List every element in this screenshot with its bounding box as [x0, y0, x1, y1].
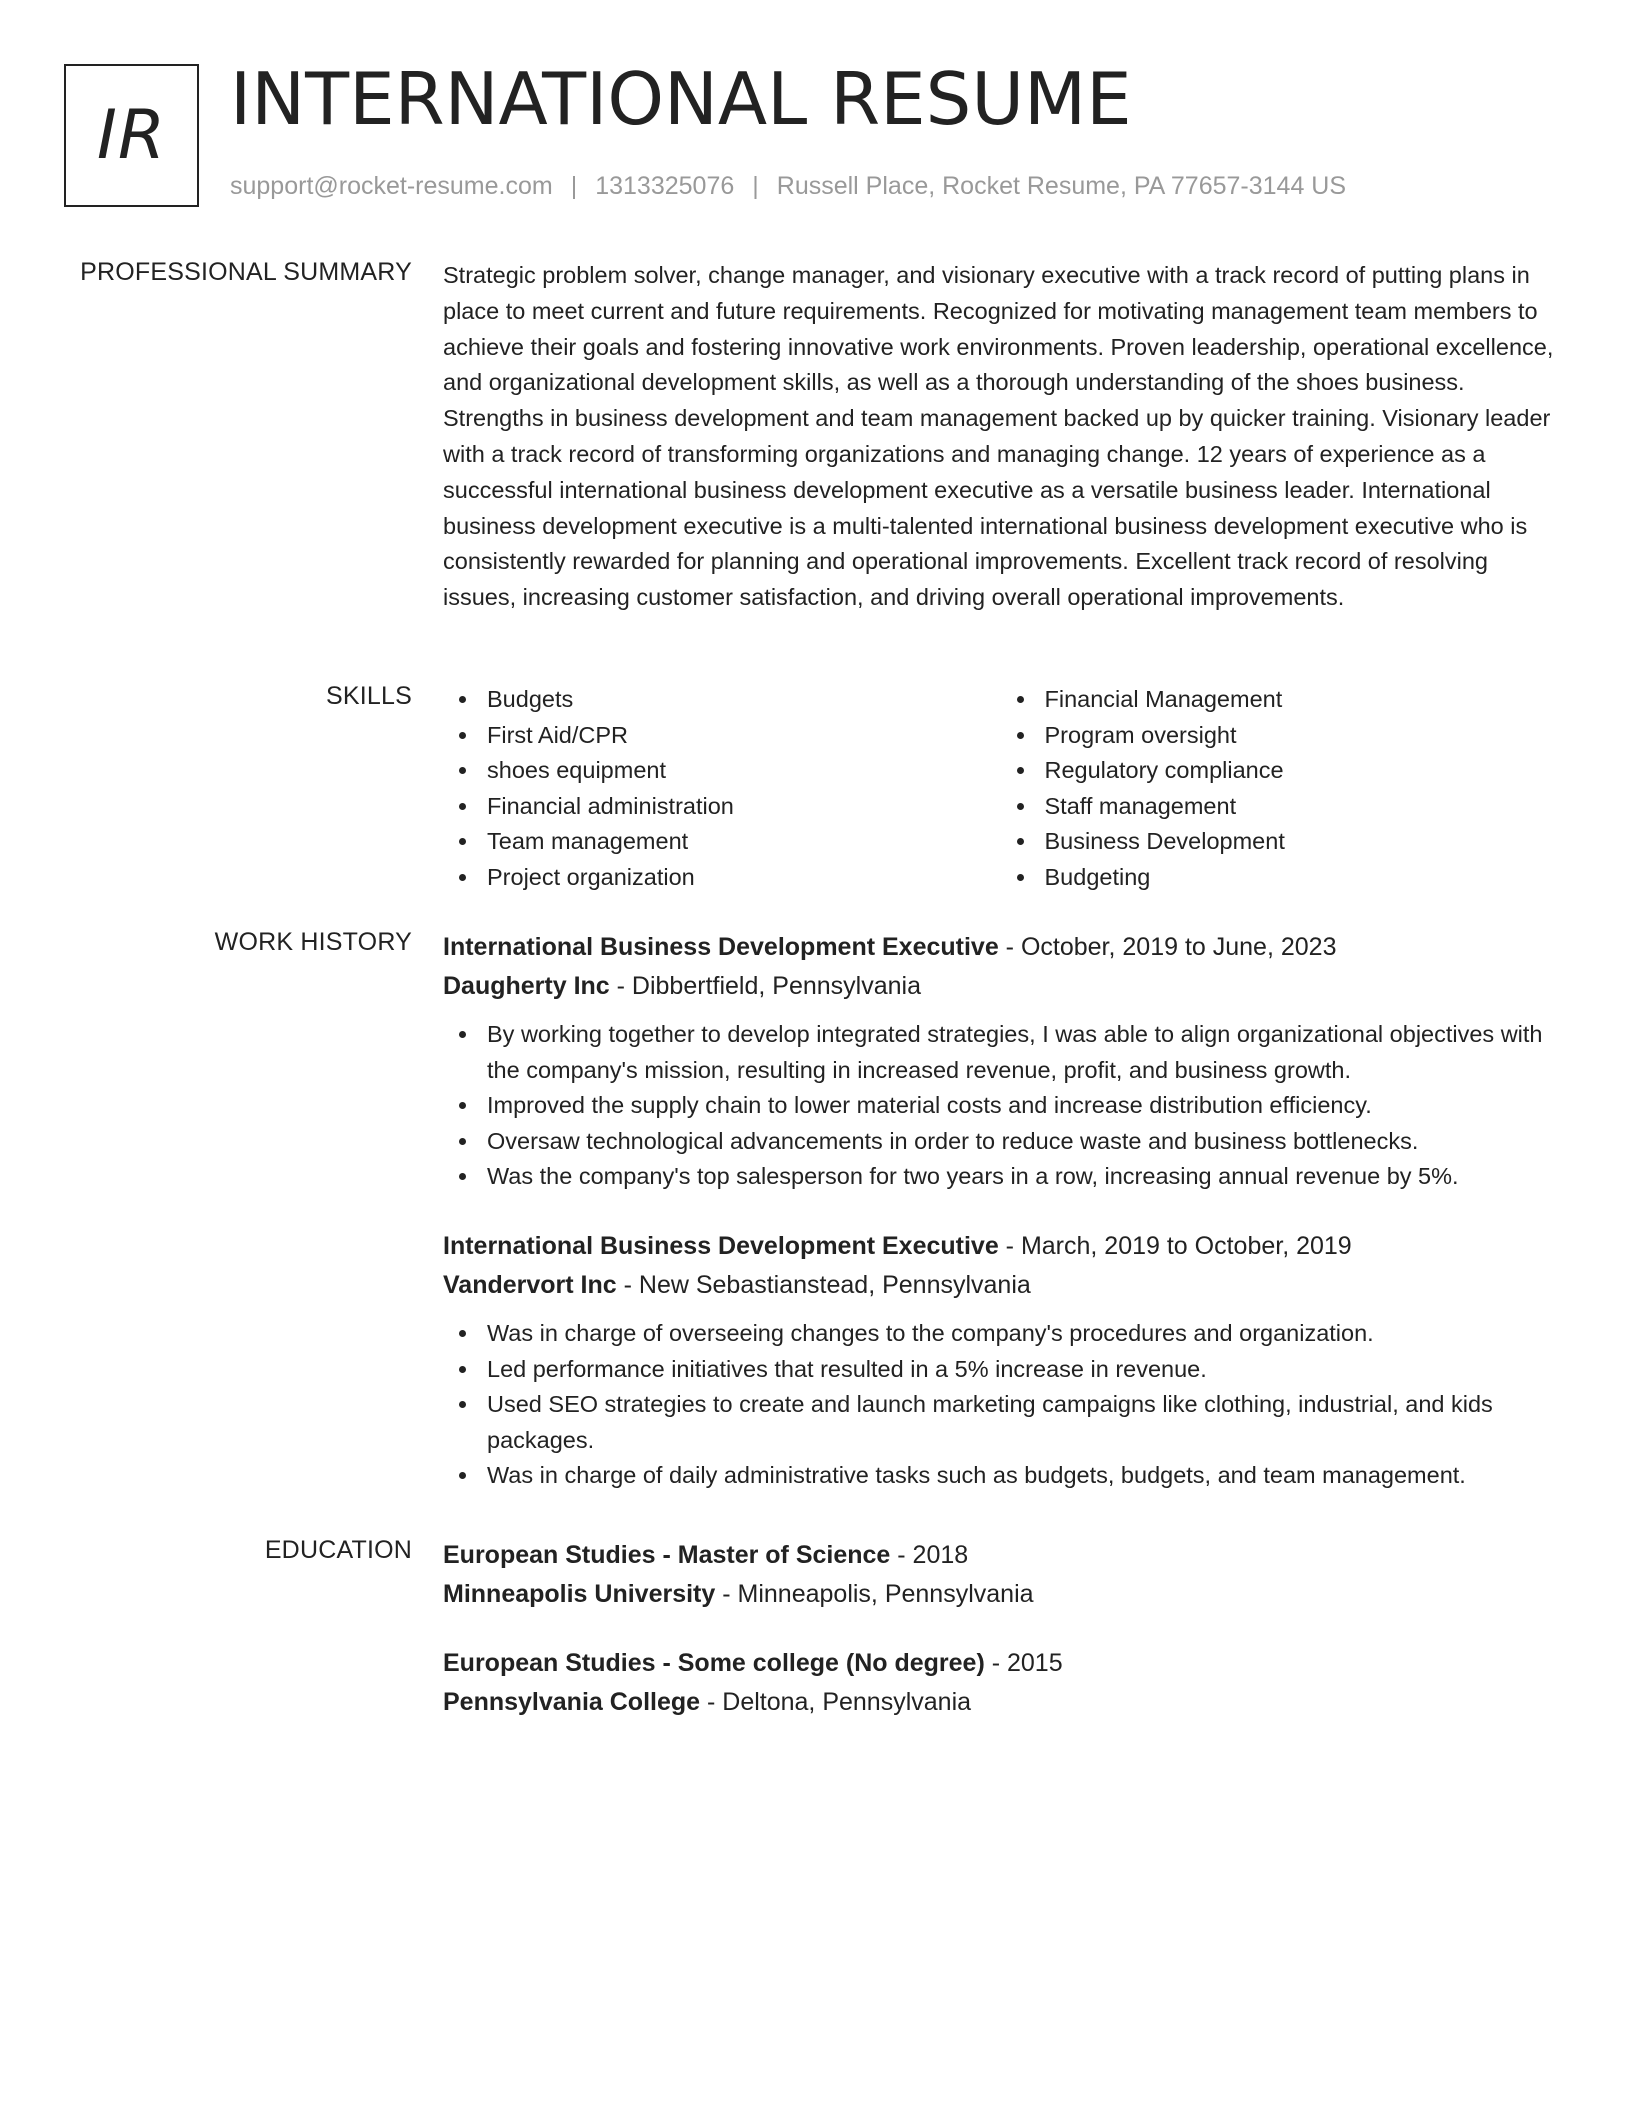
skill-item: Program oversight [1045, 718, 1559, 754]
job-dates: - March, 2019 to October, 2019 [998, 1231, 1352, 1260]
skill-item: Budgets [487, 682, 1001, 718]
education-location: - Minneapolis, Pennsylvania [715, 1580, 1034, 1608]
job-dates: - October, 2019 to June, 2023 [998, 933, 1337, 961]
resume-name: INTERNATIONAL RESUME [230, 57, 1132, 141]
job-entry [443, 1227, 1558, 1494]
job-company-line [443, 1266, 1558, 1305]
education-degree: European Studies - Master of Science [443, 1541, 891, 1569]
contact-phone: 1313325076 [595, 172, 735, 200]
job-title-line [443, 1227, 1558, 1266]
job-bullet: Was in charge of overseeing changes to the company's procedures and organization. [487, 1316, 1558, 1352]
monogram-logo: IR [64, 64, 199, 207]
education-location: - Deltona, Pennsylvania [700, 1688, 972, 1716]
contact-address: Russell Place, Rocket Resume, PA 77657-3144 US [776, 172, 1347, 200]
education-heading: EDUCATION [264, 1536, 412, 1564]
job-company: Daugherty Inc [443, 972, 610, 1000]
education-school: Pennsylvania College [443, 1688, 701, 1716]
job-bullet: Improved the supply chain to lower material costs and increase distribution efficiency. [487, 1088, 1558, 1124]
skill-item: Project organization [487, 860, 1001, 896]
job-bullet: Led performance initiatives that resulted in a 5% increase in revenue. [487, 1352, 1558, 1388]
skill-item: Staff management [1045, 789, 1559, 825]
job-company-line [443, 967, 1558, 1006]
job-bullet: Was the company's top salesperson for two years in a row, increasing annual revenue by 5%. [487, 1159, 1558, 1195]
job-bullet: Oversaw technological advancements in order to reduce waste and business bottlenecks. [487, 1124, 1558, 1160]
skills-heading: SKILLS [326, 682, 412, 710]
skill-item: Budgeting [1045, 860, 1559, 896]
education-year: - 2018 [890, 1541, 969, 1569]
education-degree: European Studies - Some college (No degree) [443, 1649, 985, 1677]
resume-header [64, 57, 1564, 214]
skill-item: Financial Management [1045, 682, 1559, 718]
skill-item: Regulatory compliance [1045, 753, 1559, 789]
job-entry [443, 928, 1558, 1195]
skill-item: Business Development [1045, 824, 1559, 860]
education-entry [443, 1644, 1558, 1722]
education-school: Minneapolis University [443, 1580, 716, 1608]
job-role: International Business Development Executive [443, 933, 999, 961]
job-location: - New Sebastianstead, Pennsylvania [616, 1270, 1031, 1299]
contact-separator: | [752, 172, 759, 200]
job-bullet: Used SEO strategies to create and launch marketing campaigns like clothing, industrial, and kids packages. [487, 1387, 1558, 1458]
education-degree-line [443, 1536, 1558, 1575]
contact-line [230, 172, 1346, 201]
job-location: - Dibbertfield, Pennsylvania [609, 972, 921, 1000]
skills-list-right [1001, 682, 1559, 896]
education-entry [443, 1536, 1558, 1614]
education-degree-line [443, 1644, 1558, 1683]
education-year: - 2015 [984, 1649, 1063, 1677]
job-bullet: Was in charge of daily administrative tasks such as budgets, budgets, and team management. [487, 1458, 1558, 1494]
education-school-line [443, 1683, 1558, 1722]
skill-item: Team management [487, 824, 1001, 860]
job-company: Vandervort Inc [443, 1270, 617, 1299]
skill-item: Financial administration [487, 789, 1001, 825]
contact-separator: | [570, 172, 578, 200]
skill-item: First Aid/CPR [487, 718, 1001, 754]
job-title-line [443, 928, 1558, 967]
job-bullets [443, 1316, 1558, 1494]
job-bullet: By working together to develop integrated strategies, I was able to align organizational objectives with the company's mission, resulting in increased revenue, profit, and business growth. [487, 1017, 1558, 1088]
work-history-heading: WORK HISTORY [214, 928, 412, 956]
skill-item: shoes equipment [487, 753, 1001, 789]
contact-email: support@rocket-resume.com [230, 172, 553, 200]
job-role: International Business Development Executive [443, 1231, 999, 1260]
education-school-line [443, 1575, 1558, 1614]
skills-list-left [443, 682, 1001, 896]
job-bullets [443, 1017, 1558, 1195]
summary-heading: PROFESSIONAL SUMMARY [80, 258, 412, 286]
summary-text: Strategic problem solver, change manager, and visionary executive with a track record of putting plans in place to meet current and future requirements. Recognized for motivating management team members to achieve their goals and fostering innovative work environments. Proven leadership, operational excellence, and organizational development skills, as well as a thorough understanding of the shoes business. Strengths in business development and team management backed up by quicker training. Visionary leader with a track record of transforming organizations and managing change. 12 years of experience as a successful international business development executive as a versatile business leader. International business development executive is a multi-talented international business development executive who is consistently rewarded for planning and operational improvements. Excellent track record of resolving issues, increasing customer satisfaction, and driving overall operational improvements. [443, 262, 1554, 611]
